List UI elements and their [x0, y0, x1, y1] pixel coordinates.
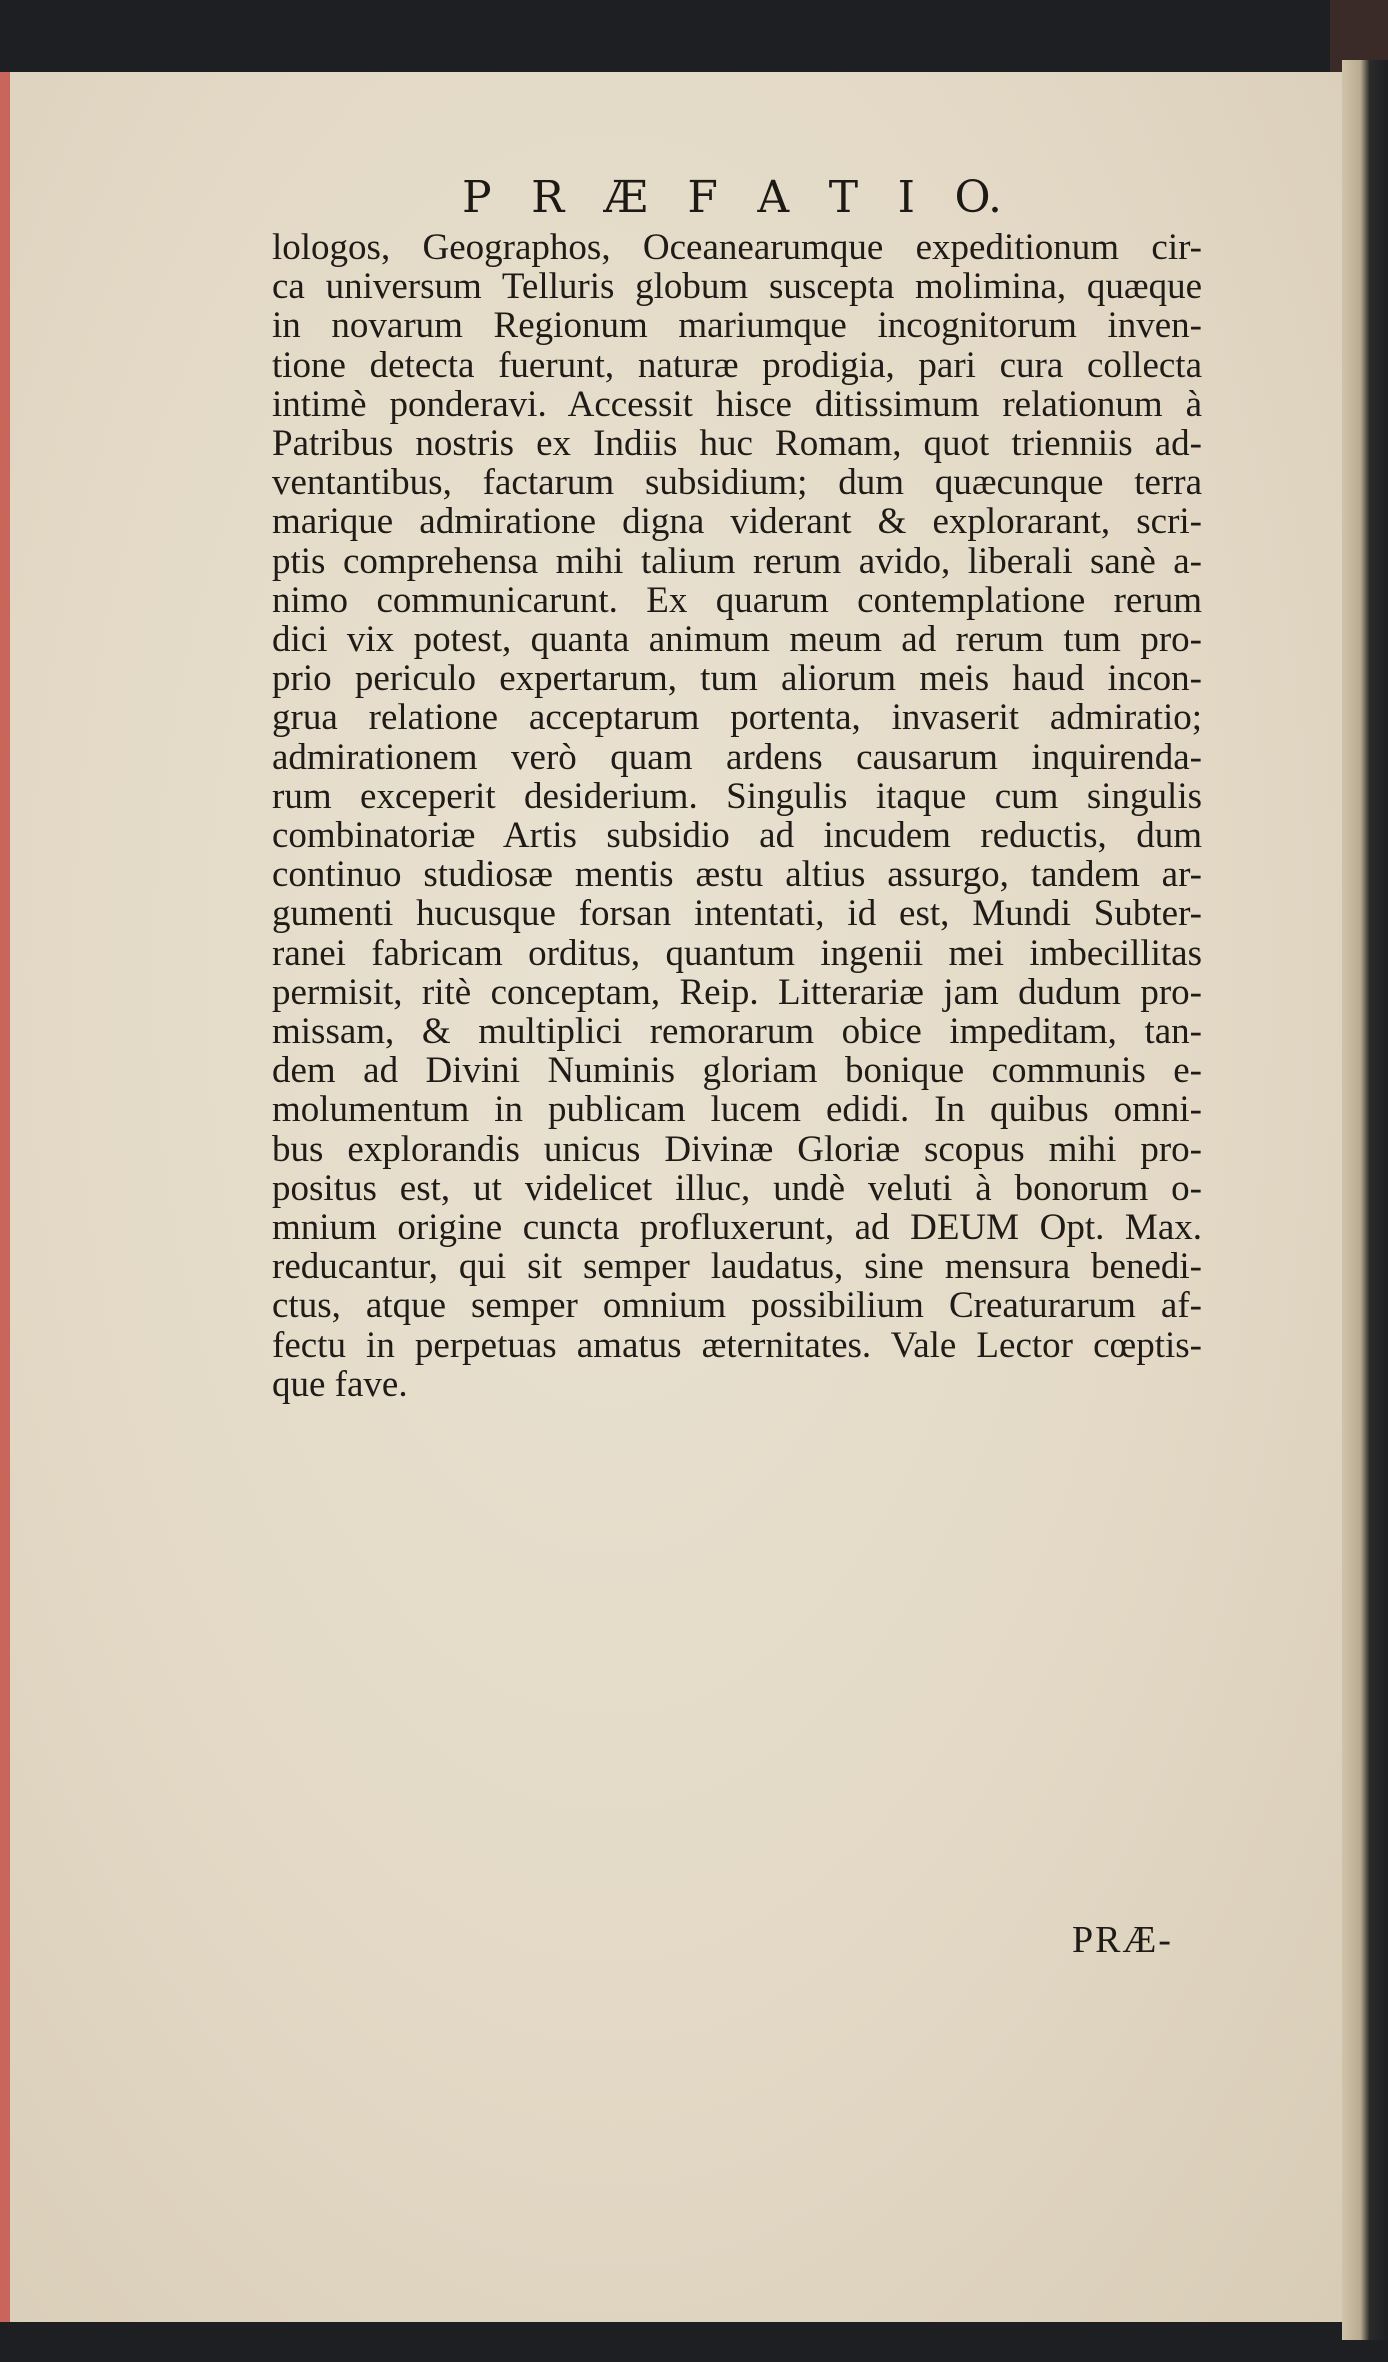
text-line: bus explorandis unicus Divinæ Gloriæ scopus mihi pro-	[272, 1128, 1202, 1170]
heading-letter: T	[828, 172, 859, 223]
heading-letter: O.	[954, 172, 1002, 223]
text-line: ventantibus, factarum subsidium; dum quæcunque terra	[272, 462, 1202, 504]
text-line: dem ad Divini Numinis gloriam bonique communis e-	[272, 1050, 1202, 1092]
text-line: nimo communicarunt. Ex quarum contemplatione rerum	[272, 579, 1202, 621]
text-line: reducantur, qui sit semper laudatus, sine mensura benedi-	[272, 1246, 1202, 1288]
text-line: permisit, ritè conceptam, Reip. Litterariæ jam dudum pro-	[272, 971, 1202, 1013]
text-line: molumentum in publicam lucem edidi. In quibus omni-	[272, 1089, 1202, 1131]
text-line: Patribus nostris ex Indiis huc Romam, quot trienniis ad-	[272, 423, 1202, 465]
text-line: ranei fabricam orditus, quantum ingenii mei imbecillitas	[272, 932, 1202, 974]
text-line: in novarum Regionum mariumque incognitorum inven-	[272, 305, 1202, 347]
text-line: tione detecta fuerunt, naturæ prodigia, pari cura collecta	[272, 344, 1202, 386]
body-text	[272, 228, 1202, 1404]
text-line: prio periculo expertarum, tum aliorum meis haud incon-	[272, 658, 1202, 700]
text-line: mnium origine cuncta profluxerunt, ad DEUM Opt. Max.	[272, 1207, 1202, 1249]
text-line: admirationem verò quam ardens causarum inquirenda-	[272, 736, 1202, 778]
page-heading	[462, 172, 1002, 223]
text-line: que fave.	[272, 1363, 408, 1405]
heading-letter: P	[462, 172, 492, 223]
text-line: lologos, Geographos, Oceanearumque expeditionum cir-	[272, 227, 1202, 268]
text-line: rum exceperit desiderium. Singulis itaque cum singulis	[272, 775, 1202, 817]
text-line: fectu in perpetuas amatus æternitates. Vale Lector cœptis-	[272, 1324, 1202, 1366]
heading-letter: Æ	[603, 172, 648, 223]
heading-letter: A	[757, 172, 790, 223]
heading-letter: F	[687, 172, 718, 223]
text-line: missam, & multiplici remorarum obice impeditam, tan-	[272, 1011, 1202, 1053]
text-line: grua relatione acceptarum portenta, invaserit admiratio;	[272, 697, 1202, 739]
text-line: dici vix potest, quanta animum meum ad rerum tum pro-	[272, 619, 1202, 661]
catchword: PRÆ-	[1072, 1919, 1173, 1961]
text-line: ca universum Telluris globum suscepta molimina, quæque	[272, 266, 1202, 308]
text-line: positus est, ut videlicet illuc, undè veluti à bonorum o-	[272, 1167, 1202, 1209]
text-line: intimè ponderavi. Accessit hisce ditissimum relationum à	[272, 383, 1202, 425]
heading-letter: I	[897, 172, 915, 223]
text-line: ptis comprehensa mihi talium rerum avido, liberali sanè a-	[272, 540, 1202, 582]
page-edge	[1342, 60, 1388, 2340]
text-line: combinatoriæ Artis subsidio ad incudem reductis, dum	[272, 815, 1202, 857]
text-line: marique admiratione digna viderant & explorarant, scri-	[272, 501, 1202, 543]
text-line: ctus, atque semper omnium possibilium Creaturarum af-	[272, 1285, 1202, 1327]
heading-letter: R	[531, 172, 565, 223]
text-line: continuo studiosæ mentis æstu altius assurgo, tandem ar-	[272, 854, 1202, 896]
text-line: gumenti hucusque forsan intentati, id est, Mundi Subter-	[272, 893, 1202, 935]
